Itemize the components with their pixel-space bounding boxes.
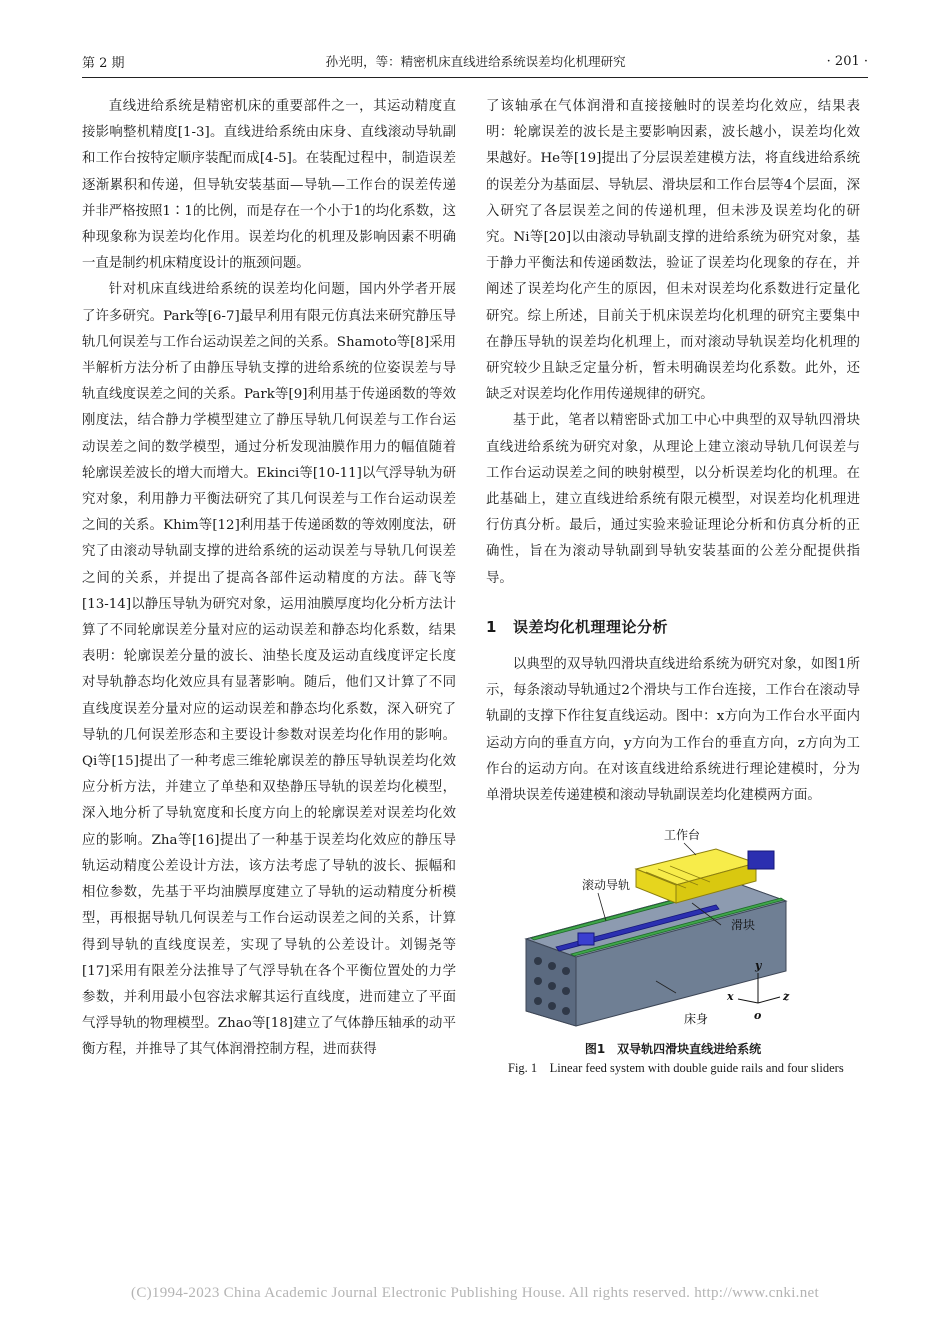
running-title: 孙光明，等：精密机床直线进给系统误差均化机理研究 [325,54,626,69]
section-1-paragraph: 以典型的双导轨四滑块直线进给系统为研究对象，如图1所示，每条滚动导轨通过2个滑块与工作台连接，工作台在滚动导轨副的支撑下作往复直线运动。图中：x方向为工作台水平面内运动方向的垂直方向，y方向为工作台的垂直方向，z方向为工作台的运动方向。在对该直线进给系统进行理论建模时，分为单滑块误差传递建模和滚动导轨副误差均化建模两方面。 [486,657,860,804]
label-slider: 滑块 [731,918,756,933]
intro-paragraph-3: 基于此，笔者以精密卧式加工中心中典型的双导轨四滑块直线进给系统为研究对象，从理论上建立滚动导轨几何误差与工作台运动误差之间的映射模型，以分析误差均化的机理。在此基础上，建立直线进给系统有限元模型，对误差均化机理进行仿真分析。最后，通过实验来验证理论分析和仿真分析的正确性，旨在为滚动导轨副到导轨安装基面的公差分配提供指导。 [486,413,860,586]
axis-x-label: x [727,990,734,1004]
feed-system-illustration [486,821,860,1036]
motor [748,851,774,869]
label-rail: 滚动导轨 [582,878,631,893]
right-column [486,94,860,1078]
figure-1 [486,821,860,1036]
axis-origin-label: o [754,1009,762,1023]
label-table: 工作台 [664,828,701,843]
table-leader [684,843,696,855]
issue-number: 第 2 期 [82,55,125,71]
screw-nut [578,933,594,945]
figure-caption-cn: 图1 双导轨四滑块直线进给系统 [584,1042,762,1057]
page-number: · 201 · [826,53,868,69]
label-bed: 床身 [684,1012,709,1027]
section-number: 1 [486,617,497,636]
left-column [82,94,456,1064]
copyright-footer: (C)1994-2023 China Academic Journal Electronic Publishing House. All rights reserved. http://www.cnki.net [131,1285,819,1301]
section-heading [486,614,860,640]
intro-paragraph-2-continued: 了该轴承在气体润滑和直接接触时的误差均化效应，结果表明：轮廓误差的波长是主要影响因素，波长越小，误差均化效果越好。He等[19]提出了分层误差建模方法，将直线进给系统的误差分为基面层、导轨层、滑块层和工作台层等4个层面，深入研究了各层误差之间的传递机理，但未涉及误差均化的研究。Ni等[20]以由滚动导轨副支撑的进给系统为研究对象，基于静力平衡法和传递函数法，验证了误差均化现象的存在，并阐述了误差均化产生的原因，但未对误差均化系数进行定量化研究。综上所述，目前关于机床误差均化机理的研究主要集中在静压导轨的误差均化机理上，而对滚动导轨误差均化机理的研究较少且缺乏定量分析，暂未明确误差均化系数。此外，还缺乏对误差均化作用传递规律的研究。 [486,99,860,403]
rail-leader [598,893,606,921]
section-title: 误差均化机理理论分析 [512,617,668,636]
intro-paragraph-1: 直线进给系统是精密机床的重要部件之一，其运动精度直接影响整机精度[1-3]。直线进给系统由床身、直线滚动导轨副和工作台按特定顺序装配而成[4-5]。在装配过程中，制造误差逐渐累积和传递，但导轨安装基面—导轨—工作台的误差传递并非严格按照1∶1的比例，而是存在一个小于1的均化系数，这种现象称为误差均化作用。误差均化的机理及影响因素不明确一直是制约机床精度设计的瓶颈问题。 [82,99,456,272]
header-rule [82,77,868,78]
intro-paragraph-2: 针对机床直线进给系统的误差均化问题，国内外学者开展了许多研究。Park等[6-7]最早利用有限元仿真法来研究静压导轨几何误差与工作台运动误差之间的关系。Shamoto等[8]采用半解析方法分析了由静压导轨支撑的进给系统的位姿误差与导轨直线度误差之间的关系。Park等[9]利用基于传递函数的等效刚度法，结合静力学模型建立了静压导轨几何误差与工作台运动误差之间的数学模型，通过分析发现油膜作用力的幅值随着轮廓误差波长的增大而增大。Ekinci等[10-11]以气浮导轨为研究对象，利用静力平衡法研究了其几何误差与工作台运动误差之间的关系。Khim等[12]利用基于传递函数的等效刚度法，研究了由滚动导轨副支撑的进给系统的运动误差与导轨几何误差之间的关系，并提出了提高各部件运动精度的方法。薛飞等[13-14]以静压导轨为研究对象，运用油膜厚度均化分析方法计算了不同轮廓误差分量对应的运动误差和静态均化系数，结果表明：轮廓误差分量的波长、油垫长度及运动直线度评定长度对导轨静态均化效应具有显著影响。随后，他们又计算了不同直线度误差分量对应的运动误差和静态均化系数，深入研究了导轨的几何误差形态和主要设计参数对误差均化作用的影响。Qi等[15]提出了一种考虑三维轮廓误差的静压导轨误差均化效应分析方法，并建立了单垫和双垫静压导轨的误差均化模型，深入地分析了导轨宽度和长度方向上的轮廓误差对误差均化效应的影响。Zha等[16]提出了一种基于误差均化效应的静压导轨运动精度公差设计方法，该方法考虑了导轨的波长、振幅和相位参数，先基于平均油膜厚度建立了导轨的运动精度分析模型，再根据导轨几何误差与工作台运动误差之间的关系，计算得到导轨的直线度误差，实现了导轨的公差设计。刘锡尧等[17]采用有限差分法推导了气浮导轨在各个平衡位置处的力学参数，并利用最小包容法求解其运行直线度，进而建立了平面气浮导轨的物理模型。Zhao等[18]建立了气体静压轴承的动平衡方程，并推导了其气体润滑控制方程，进而获得 [82,282,456,1058]
figure-caption-en: Fig. 1 Linear feed system with double guide rails and four sliders [508,1061,844,1076]
page-header [82,50,868,72]
axis-z-label: z [783,990,790,1004]
axis-y-label: y [755,959,762,973]
